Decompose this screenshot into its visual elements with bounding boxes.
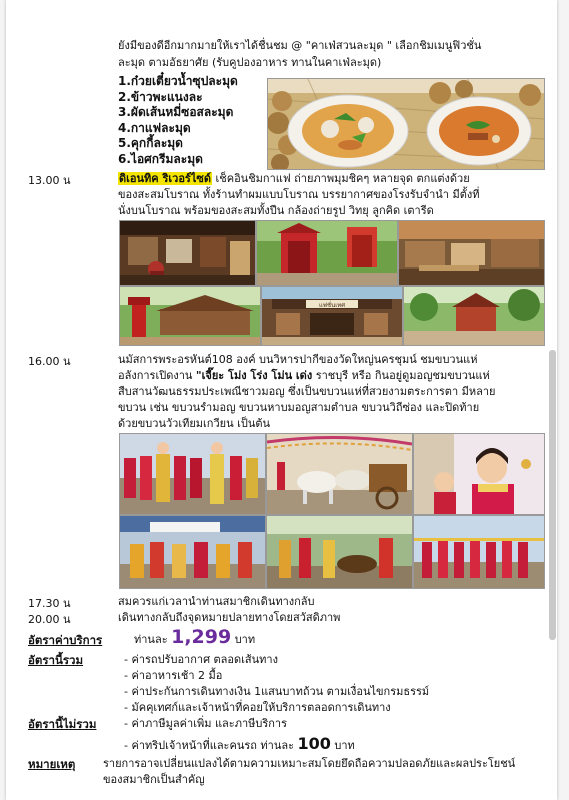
stop1-line-1	[118, 171, 470, 186]
fee-prefix: ท่านละ	[134, 633, 172, 646]
highlight-place-name: ดิเอนทิค ริเวอร์ไซด์	[119, 172, 211, 185]
parade-photo-dancers	[119, 433, 266, 515]
stop2-line-4: ขบวน เช่น ขบวนรำมอญ ขบวนหาบมอญสามตำบล ขบวนวิถีซ่อง และปิดท้าย	[118, 401, 480, 414]
itinerary-page	[6, 0, 557, 800]
cafe-photo-building	[261, 286, 403, 346]
parade-photo-mon-woman	[413, 433, 545, 515]
note-line-1: รายการอาจเปลี่ยนแปลงได้ตามความเหมาะสมโดยยึดถือความปลอดภัยและผลประโยชน์	[103, 757, 516, 770]
stop2-line-2-a: อลังการเปิดงาน	[118, 369, 196, 382]
parade-photo-oxcart	[266, 433, 413, 515]
fee-unit: บาท	[231, 633, 256, 646]
stop1-line-1-rest: เช็คอินชิมกาแฟ ถ่ายภาพมุมชิคๆ หลายจุด ตกแต่งด้วย	[211, 172, 470, 185]
stop2-line-2	[118, 368, 490, 383]
stop1-line-3: นั่งบนโบราณ พร้อมของสะสมทั้งปืน กล้องถ่ายรูป วิทยุ ลูกคิด เตารีด	[118, 204, 434, 217]
tip-amount: 100	[297, 734, 331, 753]
cafe-photo-red-gate	[256, 220, 398, 286]
menu-item: 1.ก๋วยเตี๋ยวน้ำซุปละมุด	[118, 74, 238, 88]
fee-amount: 1,299	[171, 626, 232, 648]
stop2-line-5: ด้วยขบวนวัวเทียมเกวียน เป็นต้น	[118, 417, 271, 430]
note-line-2: ของสมาชิกเป็นสำคัญ	[103, 773, 205, 786]
intro-line-2: ละมุด ตามอัธยาศัย (รับคูปองอาหาร ทานในคาเฟ่ละมุด)	[118, 56, 382, 69]
excluded-item-2	[124, 734, 355, 756]
included-label: อัตรานี้รวม	[28, 653, 84, 667]
festival-name: "เจี๊ยะ โม่ง โร่ง โม่น เด่ง	[195, 369, 313, 382]
parade-photo-line	[413, 515, 545, 589]
stop2-line-3: สืบสานวัฒนธรรมประเพณีชาวมอญ ซึ่งเป็นขบวนแห่ที่สวยงามตระการตา มีหลาย	[118, 385, 496, 398]
time-1730: 17.30 น	[28, 597, 71, 610]
stop4-text: เดินทางกลับถึงจุดหมายปลายทางโดยสวัสดิภาพ	[118, 611, 341, 624]
cafe-photo-garden	[403, 286, 545, 346]
menu-item: 2.ข้าวพะแนงละ	[118, 89, 203, 104]
stop1-line-2: ของสะสมโบราณ ทั้งร้านทำผมแบบโบราณ บรรยากาศของโรงรับจำนำ มีตั้งที่	[118, 188, 480, 201]
parade-photo-group	[119, 515, 266, 589]
scrollbar[interactable]	[549, 350, 556, 640]
fee-label: อัตราค่าบริการ	[28, 633, 103, 647]
menu-item: 5.คุกกี้ละมุด	[118, 136, 183, 150]
time-2000: 20.00 น	[28, 613, 71, 626]
time-16: 16.00 น	[28, 355, 71, 368]
food-photo	[267, 78, 545, 170]
included-item: - มัคคุเทศก์และเจ้าหน้าที่คอยให้บริการตลอดการเดินทาง	[124, 701, 391, 714]
fee-value	[134, 626, 255, 651]
note-label: หมายเหตุ	[28, 757, 76, 771]
excluded-label: อัตรานี้ไม่รวม	[28, 717, 97, 731]
stop3-text: สมควรแก่เวลานำท่านสมาชิกเดินทางกลับ	[118, 595, 315, 608]
cafe-menu-list	[118, 74, 238, 167]
menu-item: 4.กาแฟละมุด	[118, 120, 191, 135]
excluded-item-2-prefix: - ค่าทริปเจ้าหน้าที่และคนรถ ท่านละ	[124, 739, 298, 752]
cafe-photo-seating	[398, 220, 545, 286]
included-item: - ค่าอาหารเช้า 2 มื้อ	[124, 669, 223, 682]
time-13: 13.00 น	[28, 174, 71, 187]
intro-line-1: ยังมีของดีอีกมากมายให้เราได้ชื่นชม @ "คาเฟ่สวนละมุด " เลือกชิมเมนูฟิวชั่น	[118, 39, 482, 52]
included-item: - ค่าประกันการเดินทางเงิน 1แสนบาทถ้วน ตามเงื่อนไขกรมธรรม์	[124, 685, 430, 698]
excluded-item-2-unit: บาท	[330, 739, 355, 752]
included-item: - ค่ารถปรับอากาศ ตลอดเส้นทาง	[124, 653, 278, 666]
shop-sign-text: แฟชั่นเทศ	[318, 302, 346, 309]
menu-item: 3.ผัดเส้นหมี่ซอสละมุด	[118, 105, 234, 119]
parade-photo-procession	[266, 515, 413, 589]
cafe-photo-barber	[119, 220, 256, 286]
stop2-line-2-c: ราชบุรี หรือ กินอยู่ดูมอญชมขบวนแห่	[312, 369, 490, 382]
cafe-photo-mailbox	[119, 286, 261, 346]
stop2-line-1: นมัสการพระอรหันต์108 องค์ บนวิหารปากีของวัดใหญ่นครชุมน์ ชมขบวนแห่	[118, 353, 478, 366]
menu-item: 6.ไอศกรีมละมุด	[118, 151, 203, 166]
excluded-item-1: - ค่าภาษีมูลค่าเพิ่ม และภาษีบริการ	[124, 717, 288, 730]
